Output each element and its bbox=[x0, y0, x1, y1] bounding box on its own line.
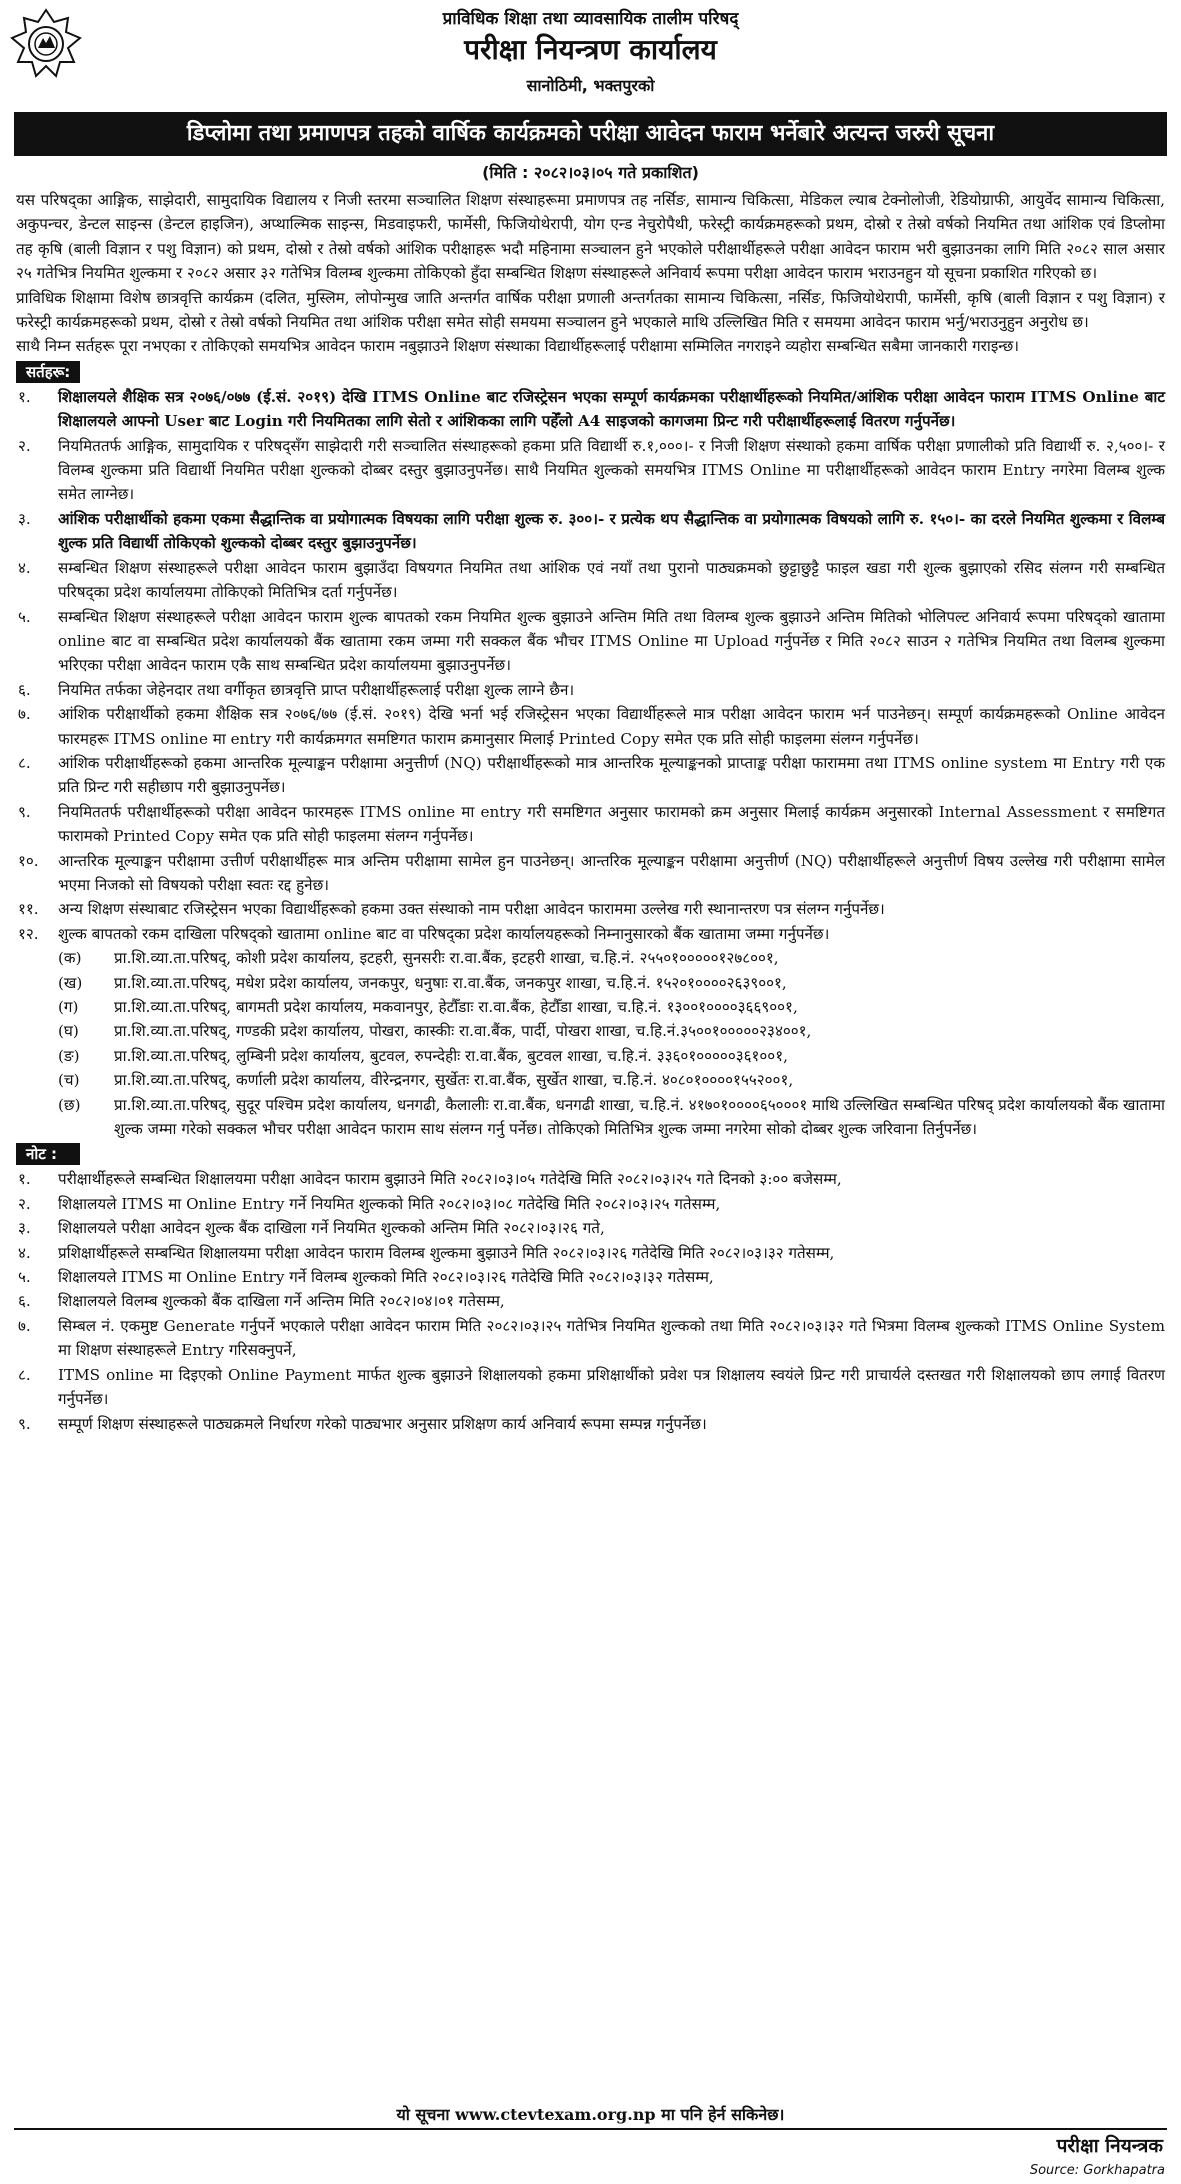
item-number: ८. bbox=[18, 753, 31, 772]
condition-item bbox=[16, 605, 1165, 678]
bank-account-text: प्रा.शि.व्या.ता.परिषद्, कोशी प्रदेश कार्यालय, इटहरी, सुनसरीः रा.वा.बैंक, इटहरी शाखा, च.हि.नं. २५५०१०००००१२७८००१, bbox=[114, 949, 779, 968]
item-number: ११. bbox=[18, 900, 39, 919]
office-name: परीक्षा नियन्त्रण कार्यालय bbox=[464, 33, 717, 66]
bank-account-text: प्रा.शि.व्या.ता.परिषद्, गण्डकी प्रदेश कार्यालय, पोखरा, कास्कीः रा.वा.बैंक, पार्दी, पोखरा शाखा, च.हि.नं.३५००१०००००२३४००१, bbox=[114, 1022, 812, 1041]
item-number: ६. bbox=[18, 1292, 31, 1311]
office-location: सानोठिमी, भक्तपुरको bbox=[526, 76, 655, 95]
item-text: प्रशिक्षार्थीहरूले सम्बन्धित शिक्षालयमा परीक्षा आवेदन फाराम विलम्ब शुल्कमा बुझाउने मिति २०८२।०३।२६ गतेदेखि मिति २०८२।०३।३२ गतेसम्म, bbox=[58, 1243, 835, 1262]
item-number: १. bbox=[18, 1170, 31, 1189]
item-text: ITMS online मा दिइएको Online Payment मार्फत शुल्क बुझाउने शिक्षालयको हकमा प्रशिक्षार्थीको प्रवेश पत्र शिक्षालय स्वयंले प्रिन्ट गरी प्राचार्यले दस्तखत गरी शिक्षालयको छाप लगाई वितरण गर्नुपर्नेछ। bbox=[58, 1365, 1165, 1409]
notice-body bbox=[16, 188, 1165, 1436]
bank-account-item bbox=[16, 1093, 1165, 1142]
item-number: २. bbox=[18, 436, 31, 455]
item-text: आन्तरिक मूल्याङ्कन परीक्षामा उत्तीर्ण परीक्षार्थीहरू मात्र अन्तिम परीक्षामा सामेल हुन पाउनेछन्। आन्तरिक मूल्याङ्कन परीक्षामा अनुत्तीर्ण (NQ) परीक्षार्थीहरूले अनुत्तीर्ण विषय उल्लेख गरी परीक्षामा सामेल भएमा निजको सो विषयको परीक्षा स्वतः रद्द हुनेछ। bbox=[58, 851, 1165, 894]
item-text: शुल्क बापतको रकम दाखिला परिषद्को खातामा online बाट वा परिषद्का प्रदेश कार्यालयहरूको निम्नानुसारको बैंक खातामा जम्मा गर्नुपर्नेछ। bbox=[58, 924, 830, 943]
item-number: ८. bbox=[18, 1365, 31, 1384]
item-number: ९. bbox=[18, 802, 31, 821]
item-number: २. bbox=[18, 1194, 31, 1213]
condition-item bbox=[16, 800, 1165, 849]
note-item bbox=[16, 1192, 1165, 1216]
item-text: शिक्षालयले विलम्ब शुल्कको बैंक दाखिला गर्ने अन्तिम मिति २०८२।०४।०१ गतेसम्म, bbox=[58, 1292, 505, 1311]
sub-number: (ख) bbox=[58, 973, 83, 992]
item-text: नियमित तर्फका जेहेनदार तथा वर्गीकृत छात्रवृत्ति प्राप्त परीक्षार्थीहरूलाई परीक्षा शुल्क लाग्ने छैन। bbox=[58, 680, 575, 699]
sub-number: (छ) bbox=[58, 1095, 81, 1114]
publish-date: (मिति : २०८२।०३।०५ गते प्रकाशित) bbox=[482, 163, 699, 182]
item-text: शिक्षालयले ITMS मा Online Entry गर्ने नियमित शुल्कको मिति २०८२।०३।०८ गतेदेखि मिति २०८२।०३।२५ गतेसम्म, bbox=[58, 1194, 721, 1213]
bank-account-text: प्रा.शि.व्या.ता.परिषद्, मधेश प्रदेश कार्यालय, जनकपुर, धनुषाः रा.वा.बैंक, जनकपुर शाखा, च.हि.नं. १५२०१००००२६३९००१, bbox=[114, 973, 787, 992]
item-number: ३. bbox=[18, 509, 31, 528]
item-text: शिक्षालयले शैक्षिक सत्र २०७६/०७७ (ई.सं. २०१९) देखि ITMS Online बाट रजिस्ट्रेसन भएका सम्पूर्ण कार्यक्रमका परीक्षार्थीहरूको नियमित/आंशिक परीक्षा आवेदन फाराम ITMS Online बाट शिक्षालयले आफ्नो User बाट Login गरी नियमितका लागि सेतो र आंशिकका लागि पहेँलो A4 साइजको कागजमा प्रिन्ट गरी परीक्षार्थीहरूलाई वितरण गर्नुपर्नेछ। bbox=[58, 387, 1165, 431]
item-text: आंशिक परीक्षार्थीको हकमा शैक्षिक सत्र २०७६/७७ (ई.सं. २०१९) देखि भर्ना भई रजिस्ट्रेसन भएका विद्यार्थीहरूले मात्र परीक्षा आवेदन फाराम भर्न पाउनेछन्। सम्पूर्ण कार्यक्रमहरूको Online आवेदन फारमहरू ITMS online मा entry गरी कार्यक्रमगत समष्टिगत फाराम क्रमानुसार मिलाई Printed Copy समेत एक प्रति सोही फाइलमा संलग्न गर्नुपर्नेछ। bbox=[58, 705, 1165, 748]
item-text: सिम्बल नं. एकमुष्ट Generate गर्नुपर्ने भएकाले परीक्षा आवेदन फाराम मिति २०८२।०३।२५ गतेभित्र नियमित शुल्कको तथा मिति २०८२।०३।३२ गते भित्रमा विलम्ब शुल्कको ITMS Online System मा शिक्षण संस्थाहरूले Entry गरिसक्नुपर्ने, bbox=[58, 1316, 1165, 1360]
sub-number: (घ) bbox=[58, 1022, 79, 1041]
bank-account-item bbox=[16, 1044, 1165, 1068]
item-number: ४. bbox=[18, 558, 31, 577]
condition-item bbox=[16, 849, 1165, 898]
item-number: ३. bbox=[18, 1219, 31, 1238]
signatory: परीक्षा नियन्त्रक bbox=[1056, 2135, 1163, 2157]
item-number: ४. bbox=[18, 1243, 31, 1262]
intro-paragraph: प्राविधिक शिक्षामा विशेष छात्रवृत्ति कार्यक्रम (दलित, मुस्लिम, लोपोन्मुख जाति अन्तर्गत वार्षिक परीक्षा प्रणाली अन्तर्गतका सामान्य चिकित्सा, नर्सिङ, फिजियोथेरापी, फार्मेसी, कृषि (बाली विज्ञान र पशु विज्ञान) र फरेस्ट्री कार्यक्रमहरूको प्रथम, दोस्रो र तेस्रो वर्षको नियमित तथा आंशिक परीक्षा समेत सोही समयमा सञ्चालन हुने भएकाले माथि उल्लिखित मिति र समयमा आवेदन फाराम भर्नु/भराउनुहुन अनुरोध छ। bbox=[16, 288, 1165, 332]
note-item bbox=[16, 1167, 1165, 1191]
bank-account-item bbox=[16, 995, 1165, 1019]
conditions-heading: सर्तहरू: bbox=[16, 361, 80, 383]
condition-item bbox=[16, 385, 1165, 434]
note-item bbox=[16, 1241, 1165, 1265]
sub-number: (च) bbox=[58, 1071, 80, 1090]
item-number: १०. bbox=[18, 851, 39, 870]
condition-item bbox=[16, 702, 1165, 751]
bank-account-item bbox=[16, 1019, 1165, 1043]
item-number: ७. bbox=[18, 1316, 31, 1335]
item-text: नियमिततर्फ आङ्गिक, सामुदायिक र परिषद्सँग साझेदारी गरी सञ्चालित संस्थाहरूको हकमा प्रति विद्यार्थी रु.१,०००।- र निजी शिक्षण संस्थाको हकमा वार्षिक परीक्षा प्रणालीको प्रति विद्यार्थी रु. २,५००।- र विलम्ब शुल्कमा प्रति विद्यार्थी नियमित परीक्षा शुल्कको दोब्बर दस्तुर बुझाउनुपर्नेछ। साथै नियमित शुल्कको समयभित्र ITMS Online मा परीक्षार्थीहरूको आवेदन फाराम Entry नगरेमा विलम्ब शुल्क समेत लाग्नेछ। bbox=[58, 436, 1165, 504]
notice-title: डिप्लोमा तथा प्रमाणपत्र तहको वार्षिक कार्यक्रमको परीक्षा आवेदन फाराम भर्नेबारे अत्यन्त जरुरी सूचना bbox=[14, 112, 1167, 156]
item-text: सम्बन्धित शिक्षण संस्थाहरूले परीक्षा आवेदन फाराम शुल्क बापतको रकम नियमित शुल्क बुझाउने अन्तिम मिति तथा विलम्ब शुल्क बुझाउने अन्तिम मितिको भोलिपल्ट अनिवार्य रूपमा परिषद्को खातामा online बाट वा सम्बन्धित प्रदेश कार्यालयको बैंक खातामा रकम जम्मा गरी सक्कल बैंक भौचर ITMS Online मा Upload गर्नुपर्नेछ र मिति २०८२ साउन २ गतेभित्र नियमित तथा विलम्ब शुल्कमा भरिएका परीक्षा आवेदन फाराम एकै साथ सम्बन्धित प्रदेश कार्यालयमा बुझाउनुपर्नेछ। bbox=[58, 607, 1165, 675]
item-number: ५. bbox=[18, 607, 31, 626]
item-number: १२. bbox=[18, 924, 39, 943]
item-number: १. bbox=[18, 387, 31, 406]
sub-number: (ङ) bbox=[58, 1046, 80, 1065]
item-text: परीक्षार्थीहरूले सम्बन्धित शिक्षालयमा परीक्षा आवेदन फाराम बुझाउने मिति २०८२।०३।०५ गतेदेखि मिति २०८२।०३।२५ गते दिनको ३:०० बजेसम्म, bbox=[58, 1170, 842, 1189]
notes-heading: नोट : bbox=[16, 1143, 80, 1165]
sub-number: (क) bbox=[58, 949, 82, 968]
note-item bbox=[16, 1412, 1165, 1436]
item-text: आंशिक परीक्षार्थीको हकमा एकमा सैद्धान्तिक वा प्रयोगात्मक विषयका लागि परीक्षा शुल्क रु. ३००।- र प्रत्येक थप सैद्धान्तिक वा प्रयोगात्मक विषयको लागि रु. १५०।- का दरले नियमित शुल्कमा र विलम्ब शुल्क प्रति विद्यार्थी तोकिएको शुल्कको दोब्बर दस्तुर बुझाउनुपर्नेछ। bbox=[58, 509, 1165, 553]
organization-name: प्राविधिक शिक्षा तथा व्यावसायिक तालीम परिषद् bbox=[442, 9, 739, 29]
bank-account-text: प्रा.शि.व्या.ता.परिषद्, कर्णाली प्रदेश कार्यालय, वीरेन्द्रनगर, सुर्खेतः रा.वा.बैंक, सुर्खेत शाखा, च.हि.नं. ४०८०१००००१५५२००१, bbox=[114, 1071, 794, 1090]
note-item bbox=[16, 1314, 1165, 1363]
note-item bbox=[16, 1289, 1165, 1313]
condition-item bbox=[16, 678, 1165, 702]
bank-account-item bbox=[16, 1068, 1165, 1092]
item-text: आंशिक परीक्षार्थीहरूको हकमा आन्तरिक मूल्याङ्कन परीक्षामा अनुत्तीर्ण (NQ) परीक्षार्थीहरूको मात्र आन्तरिक मूल्याङ्कनको प्राप्ताङ्क परीक्षा फाराममा तथा ITMS online system मा Entry गरी एक प्रति प्रिन्ट गरी सहीछाप गरी बुझाउनुपर्नेछ। bbox=[58, 753, 1165, 797]
intro-paragraph: साथै निम्न सर्तहरू पूरा नभएका र तोकिएको समयभित्र आवेदन फाराम नबुझाउने शिक्षण संस्थाका विद्यार्थीहरूलाई परीक्षामा सम्मिलित नगराइने व्यहोरा सम्बन्धित सबैमा जानकारी गराइन्छ। bbox=[16, 337, 1020, 356]
bank-account-text: प्रा.शि.व्या.ता.परिषद्, लुम्बिनी प्रदेश कार्यालय, बुटवल, रुपन्देहीः रा.वा.बैंक, बुटवल शाखा, च.हि.नं. ३३६०१०००००३६१००१, bbox=[114, 1046, 788, 1065]
item-number: ६. bbox=[18, 680, 31, 699]
condition-item bbox=[16, 922, 1165, 946]
item-text: सम्पूर्ण शिक्षण संस्थाहरूले पाठ्यक्रमले निर्धारण गरेको पाठ्यभार अनुसार प्रशिक्षण कार्य अनिवार्य रूपमा सम्पन्न गर्नुपर्नेछ। bbox=[58, 1414, 707, 1433]
condition-item bbox=[16, 556, 1165, 605]
item-text: नियमिततर्फ परीक्षार्थीहरूको परीक्षा आवेदन फारमहरू ITMS online मा entry गरी समष्टिगत अनुसार फारामको क्रम अनुसार मिलाई कार्यक्रम अनुसारको Internal Assessment र समष्टिगत फारामको Printed Copy समेत एक प्रति सोही फाइलमा संलग्न गर्नुपर्नेछ। bbox=[58, 802, 1165, 846]
source-credit: Source: Gorkhapatra bbox=[1029, 2163, 1165, 2178]
note-item bbox=[16, 1216, 1165, 1240]
bank-account-text: प्रा.शि.व्या.ता.परिषद्, बागमती प्रदेश कार्यालय, मकवानपुर, हेटौँडाः रा.वा.बैंक, हेटौँडा शाखा, च.हि.नं. १३००१००००३६६९००१, bbox=[114, 998, 798, 1016]
condition-item bbox=[16, 507, 1165, 556]
item-text: अन्य शिक्षण संस्थाबाट रजिस्ट्रेसन भएका विद्यार्थीहरूको हकमा उक्त संस्थाको नाम परीक्षा आवेदन फाराममा उल्लेख गरी स्थानान्तरण पत्र संलग्न गर्नुपर्नेछ। bbox=[58, 900, 885, 919]
footer-divider bbox=[14, 2128, 1167, 2130]
item-text: शिक्षालयले ITMS मा Online Entry गर्ने विलम्ब शुल्कको मिति २०८२।०३।२६ गतेदेखि मिति २०८२।०३।३२ गतेसम्म, bbox=[58, 1268, 714, 1287]
sub-number: (ग) bbox=[58, 998, 79, 1016]
item-number: ५. bbox=[18, 1268, 31, 1287]
condition-item bbox=[16, 751, 1165, 800]
note-item bbox=[16, 1363, 1165, 1412]
bank-account-item bbox=[16, 946, 1165, 970]
bank-account-item bbox=[16, 971, 1165, 995]
condition-item bbox=[16, 434, 1165, 507]
item-text: शिक्षालयले परीक्षा आवेदन शुल्क बैंक दाखिला गर्ने नियमित शुल्कको अन्तिम मिति २०८२।०३।२६ गते, bbox=[58, 1219, 605, 1238]
bank-account-text: प्रा.शि.व्या.ता.परिषद्, सुदूर पश्चिम प्रदेश कार्यालय, धनगढी, कैलालीः रा.वा.बैंक, धनगढी शाखा, च.हि.नं. ४१७०१००००६५०००१ माथि उल्लिखित सम्बन्धित परिषद् प्रदेश कार्यालयको बैंक खातामा शुल्क जम्मा गरेको सक्कल भौचर परीक्षा आवेदन फाराम साथ संलग्न गर्नु पर्नेछ। तोकिएको मितिभित्र शुल्क जम्मा नगरेमा सोको दोब्बर शुल्क जरिवाना तिर्नुपर्नेछ। bbox=[114, 1095, 1165, 1139]
condition-item bbox=[16, 897, 1165, 921]
item-number: ७. bbox=[18, 705, 31, 724]
website-note: यो सूचना www.ctevtexam.org.np मा पनि हेर्न सकिनेछ। bbox=[396, 2105, 785, 2124]
note-item bbox=[16, 1265, 1165, 1289]
intro-paragraph: यस परिषद्का आङ्गिक, साझेदारी, सामुदायिक विद्यालय र निजी स्तरमा सञ्चालित शिक्षण संस्थाहरूमा प्रमाणपत्र तह नर्सिङ, सामान्य चिकित्सा, मेडिकल ल्याब टेक्नोलोजी, रेडियोग्राफी, आयुर्वेद सामान्य चिकित्सा, अकुपन्चर, डेन्टल साइन्स (डेन्टल हाइजिन), अप्थाल्मिक साइन्स, मिडवाइफरी, फार्मेसी, फिजियोथेरापी, योग एन्ड नेचुरोपैथी, फरेस्ट्री कार्यक्रमहरूको प्रथम, दोस्रो र तेस्रो वर्षको नियमित तथा आंशिक एवं डिप्लोमा तह कृषि (बाली विज्ञान र पशु विज्ञान) को प्रथम, दोस्रो र तेस्रो वर्षको आंशिक परीक्षाहरू भदौ महिनामा सञ्चालन हुने भएकोले परीक्षार्थीहरूले परीक्षा आवेदन फाराम भरी बुझाउनका लागि मिति २०८२ साल असार २५ गतेभित्र नियमित शुल्कमा र २०८२ असार ३२ गतेभित्र विलम्ब शुल्कमा तोकिएको हुँदा सम्बन्धित शिक्षण संस्थाहरूले अनिवार्य रूपमा परीक्षा आवेदन फाराम भराउनहुन यो सूचना प्रकाशित गरिएको छ। bbox=[16, 191, 1165, 283]
item-number: ९. bbox=[18, 1414, 31, 1433]
item-text: सम्बन्धित शिक्षण संस्थाहरूले परीक्षा आवेदन फाराम बुझाउँदा विषयगत नियमित तथा आंशिक एवं नयाँ तथा पुरानो पाठ्यक्रमको छुट्टाछुट्टै फाइल खडा गरी शुल्क बुझाएको रसिद संलग्न गरी सम्बन्धित परिषद्का प्रदेश कार्यालयमा तोकिएको मितिभित्र दर्ता गर्नुपर्नेछ। bbox=[58, 558, 1165, 602]
